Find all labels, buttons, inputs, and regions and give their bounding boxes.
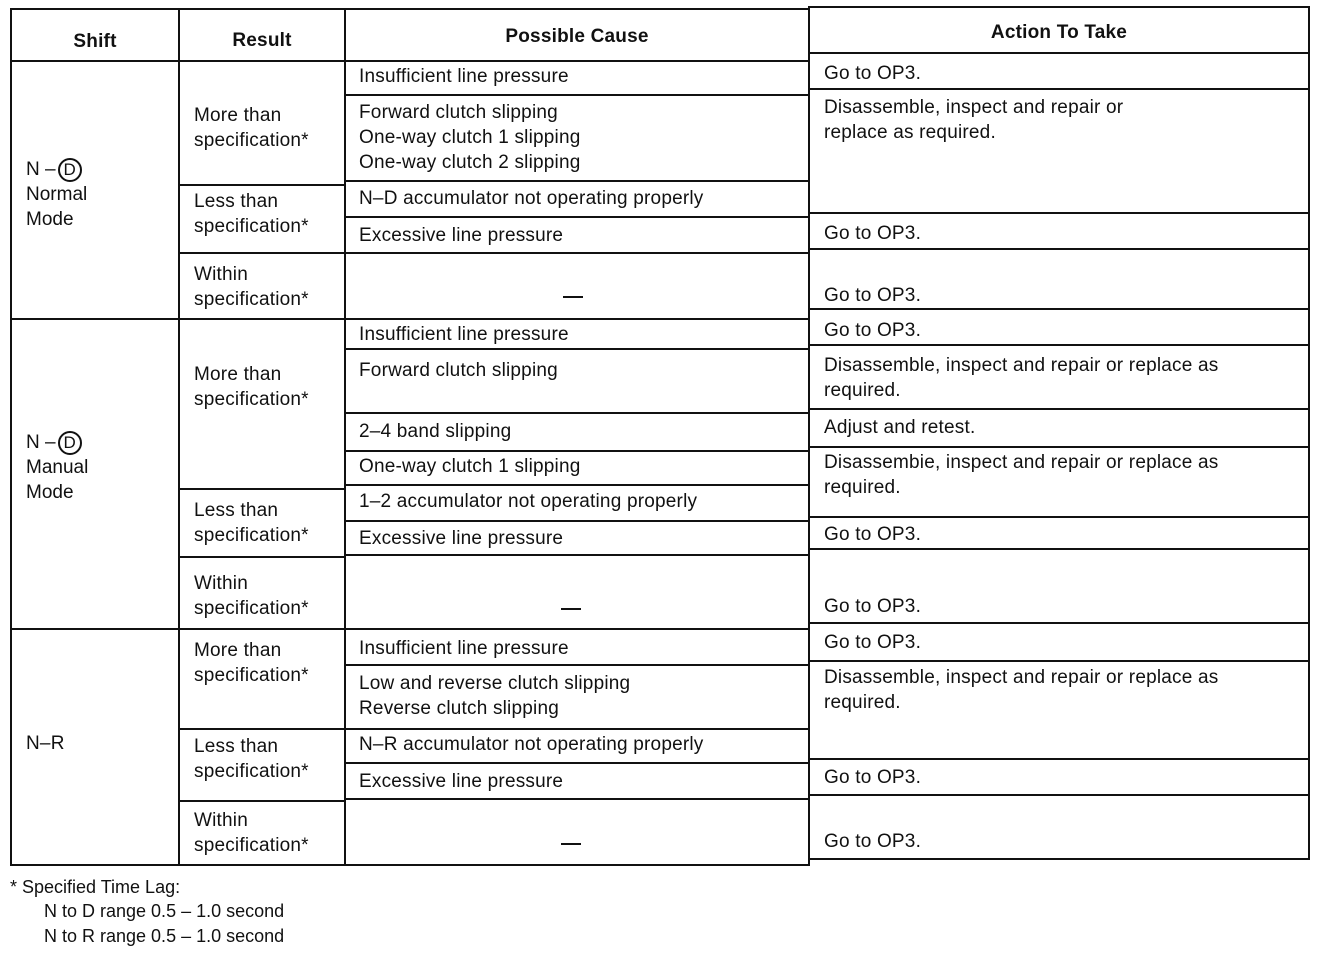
cause-cell: [344, 798, 810, 866]
no-cause-dash: [563, 296, 583, 298]
cause-text: Excessive line pressure: [359, 771, 564, 792]
cause-text: Low and reverse clutch slipping Reverse clutch slipping: [359, 673, 631, 719]
header-action: Action To Take: [990, 22, 1128, 43]
action-text: Go to OP3.: [824, 223, 922, 244]
action-text: Go to OP3.: [824, 596, 922, 617]
result-text: More than specification*: [194, 640, 309, 686]
cause-text: Insufficient line pressure: [359, 66, 569, 87]
action-text: Go to OP3.: [824, 767, 922, 788]
shift-label-normal: [26, 157, 87, 232]
shift-mode-line: Normal: [26, 184, 88, 205]
header-result: Result: [232, 30, 292, 51]
no-cause-dash: [561, 608, 581, 610]
cause-text: Forward clutch slipping One-way clutch 1 slipping One-way clutch 2 slipping: [359, 102, 581, 173]
shift-label-manual: [26, 430, 88, 505]
cause-text: Insufficient line pressure: [359, 324, 569, 345]
header-shift: Shift: [73, 31, 117, 52]
action-text: Disassemble, inspect and repair or replace as required.: [824, 355, 1219, 401]
shift-mode-line: Manual: [26, 457, 89, 478]
header-cause: Possible Cause: [505, 26, 649, 47]
cause-text: N–D accumulator not operating properly: [359, 188, 704, 209]
action-text: Disassemble, inspect and repair or replace as required.: [824, 97, 1124, 143]
shift-mode-line: Mode: [26, 209, 74, 230]
circled-d-icon: D: [58, 158, 82, 182]
result-text: Within specification*: [194, 810, 309, 856]
result-text: Within specification*: [194, 573, 309, 619]
result-text: Less than specification*: [194, 500, 309, 546]
circled-d-icon: D: [58, 431, 82, 455]
result-text: Less than specification*: [194, 736, 309, 782]
cause-text: 2–4 band slipping: [359, 421, 512, 442]
action-text: Go to OP3.: [824, 320, 922, 341]
cause-text: Insufficient line pressure: [359, 638, 569, 659]
action-text: Go to OP3.: [824, 285, 922, 306]
footnote-title: * Specified Time Lag:: [10, 877, 181, 897]
cause-text: 1–2 accumulator not operating properly: [359, 491, 698, 512]
shift-label-nr: N–R: [26, 733, 65, 754]
action-text: Disassembie, inspect and repair or replace as required.: [824, 452, 1219, 498]
action-text: Go to OP3.: [824, 831, 922, 852]
footnote-line: N to D range 0.5 – 1.0 second: [44, 901, 285, 921]
action-text: Adjust and retest.: [824, 417, 976, 438]
cause-text: Forward clutch slipping: [359, 360, 558, 381]
shift-prefix: N –: [26, 159, 56, 180]
shift-prefix: N –: [26, 432, 56, 453]
result-text: Less than specification*: [194, 191, 309, 237]
no-cause-dash: [561, 843, 581, 845]
cause-text: Excessive line pressure: [359, 528, 564, 549]
footnote-line: N to R range 0.5 – 1.0 second: [44, 926, 285, 946]
shift-mode-line: Mode: [26, 482, 74, 503]
action-text: Go to OP3.: [824, 63, 922, 84]
cause-cell: [344, 252, 810, 320]
action-text: Go to OP3.: [824, 632, 922, 653]
result-text: Within specification*: [194, 264, 309, 310]
cause-cell: [344, 554, 810, 630]
cause-text: One-way clutch 1 slipping: [359, 456, 581, 477]
result-text: More than specification*: [194, 105, 309, 151]
cause-text: N–R accumulator not operating properly: [359, 734, 704, 755]
cause-text: Excessive line pressure: [359, 225, 564, 246]
action-text: Go to OP3.: [824, 524, 922, 545]
action-text: Disassemble, inspect and repair or replace as required.: [824, 667, 1219, 713]
result-text: More than specification*: [194, 364, 309, 410]
